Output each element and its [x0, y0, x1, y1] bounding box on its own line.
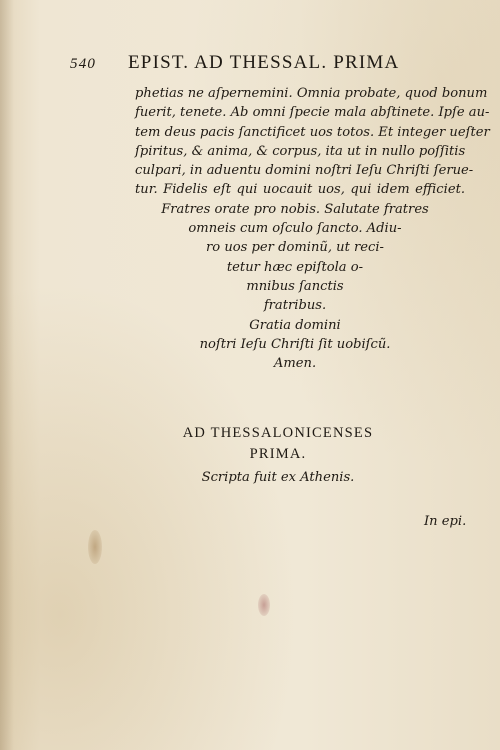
text-line: Gratia domini [249, 317, 341, 333]
text-line: mnibus ſanctis [246, 278, 344, 294]
text-line: omneis cum oſculo ſancto. Adiu- [188, 221, 402, 237]
text-line: tur. Fidelis eſt qui uocauit uos, qui idem efficiet. [135, 182, 465, 198]
text-line: phetias ne aſpernemini. Omnia probate, quod bonum [135, 86, 488, 101]
text-line: tetur hæc epiſtola o- [226, 259, 364, 275]
paper-stain [258, 594, 270, 616]
closing-title [130, 423, 426, 465]
closing-title-line: PRIMA. [249, 446, 307, 462]
text-line: Fratres orate pro nobis. Salutate fratres [161, 201, 429, 217]
page-number: 540 [70, 56, 97, 72]
text-line: culpari, in aduentu domini noſtri Ieſu Chriſti ſerue- [135, 163, 474, 179]
text-line: ro uos per dominũ, ut reci- [206, 240, 384, 256]
body-text [135, 84, 490, 373]
page-gutter-shadow [0, 0, 14, 750]
closing-title-line: AD THESSALONICENSES [182, 425, 374, 441]
text-line: tem deus pacis ſanctificet uos totos. Et integer ueſter [135, 124, 490, 140]
running-title: EPIST. AD THESSAL. PRIMA [128, 52, 400, 73]
subscription-line: Scripta fuit ex Athenis. [201, 470, 355, 485]
text-line: ſpiritus, & anima, & corpus, ita ut in nullo poſſitis [135, 143, 466, 159]
text-line: Amen. [273, 356, 317, 372]
paper-stain [88, 530, 102, 564]
text-line: noſtri Ieſu Chriſti ſit uobiſcũ. [199, 336, 391, 352]
text-line: fratribus. [263, 298, 327, 314]
text-line: fuerit, tenete. Ab omni ſpecie mala abſtinete. Ipſe au- [135, 105, 490, 121]
running-header [70, 52, 470, 74]
catchword: In epi. [424, 514, 467, 529]
